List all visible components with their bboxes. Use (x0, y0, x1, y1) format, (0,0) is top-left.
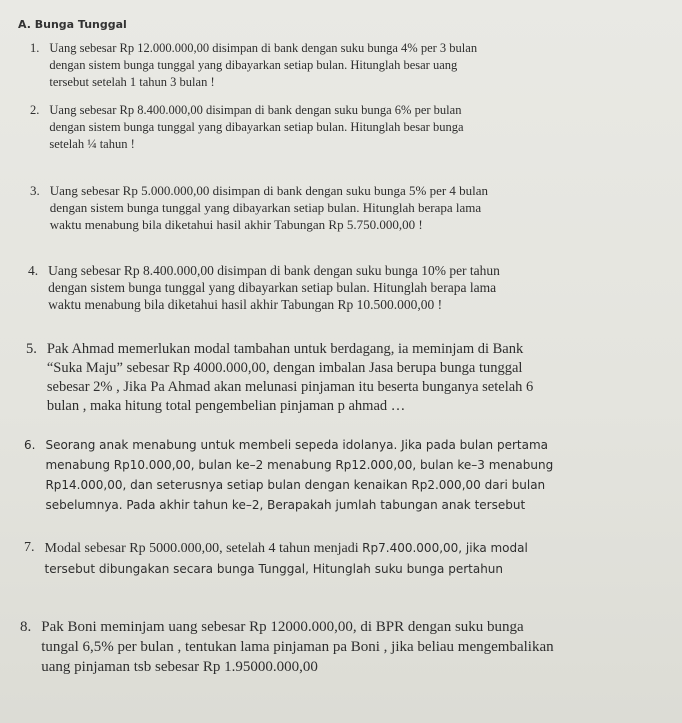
question-line: dengan sistem bunga tunggal yang dibayarkan setiap bulan. Hitunglah berapa lama (49, 200, 482, 215)
question-line: sebesar 2% , Jika Pa Ahmad akan melunasi pinjaman itu beserta bunganya setelah 6 (46, 379, 534, 395)
question-line: Seorang anak menabung untuk membeli sepeda idolanya. Jika pada bulan pertama (45, 438, 549, 452)
question-text (45, 435, 674, 515)
question-line: dengan sistem bunga tunggal yang dibayarkan setiap bulan. Hitunglah berapa lama (48, 280, 497, 295)
question-line: dengan sistem bunga tunggal yang dibayarkan setiap bulan. Hitunglah besar uang (49, 58, 458, 72)
question-number: 6. (24, 438, 36, 452)
question-number: 1. (30, 41, 40, 55)
question-text (49, 40, 670, 91)
question-line: tersebut dibungakan secara bunga Tunggal, Hitunglah suku bunga pertahun (44, 562, 504, 576)
question-line: Pak Boni meminjam uang sebesar Rp 12000.000,00, di BPR dengan suku bunga (41, 619, 524, 635)
question-number: 8. (20, 619, 32, 635)
question-6 (24, 435, 674, 515)
question-7 (24, 538, 674, 579)
question-number: 7. (24, 540, 35, 555)
question-line: tersebut setelah 1 tahun 3 bulan ! (49, 75, 215, 89)
question-line: sebelumnya. Pada akhir tahun ke–2, Berapakah jumlah tabungan anak tersebut (45, 498, 526, 512)
question-line: menabung Rp10.000,00, bulan ke–2 menabung Rp12.000,00, bulan ke–3 menabung (45, 458, 554, 472)
question-3 (30, 182, 670, 233)
question-line (45, 538, 675, 559)
question-5 (26, 340, 676, 416)
question-number: 2. (30, 103, 40, 117)
question-2 (30, 102, 670, 153)
question-line: Uang sebesar Rp 8.400.000,00 disimpan di bank dengan suku bunga 10% per tahun (48, 263, 500, 278)
question-4 (28, 262, 673, 313)
question-text (45, 538, 675, 579)
question-line-serif-part: Modal sebesar Rp 5000.000,00, setelah 4 tahun menjadi (44, 541, 363, 556)
question-text (50, 182, 670, 233)
question-line: tungal 6,5% per bulan , tentukan lama pinjaman pa Boni , jika beliau mengembalikan (41, 639, 554, 655)
question-line-sans-part: Rp7.400.000,00, jika modal (362, 541, 528, 555)
question-number: 4. (28, 263, 39, 278)
question-8 (20, 617, 675, 677)
question-line: Uang sebesar Rp 5.000.000,00 disimpan di bank dengan suku bunga 5% per 4 bulan (49, 183, 489, 198)
question-line: Uang sebesar Rp 8.400.000,00 disimpan di bank dengan suku bunga 6% per bulan (49, 103, 462, 117)
question-line: Pak Ahmad memerlukan modal tambahan untuk berdagang, ia meminjam di Bank (46, 341, 524, 357)
question-line: bulan , maka hitung total pengembelian pinjaman p ahmad … (46, 398, 406, 414)
question-text (41, 617, 675, 677)
section-title: A. Bunga Tunggal (18, 18, 127, 31)
question-line: uang pinjaman tsb sebesar Rp 1.95000.000,00 (41, 659, 318, 675)
question-line: waktu menabung bila diketahui hasil akhir Tabungan Rp 5.750.000,00 ! (49, 217, 423, 232)
question-text (47, 340, 676, 416)
question-line: setelah ¼ tahun ! (49, 137, 135, 151)
question-text (49, 102, 670, 153)
question-number: 5. (26, 341, 37, 357)
question-line: Rp14.000,00, dan seterusnya setiap bulan dengan kenaikan Rp2.000,00 dari bulan (45, 478, 546, 492)
question-line: Uang sebesar Rp 12.000.000,00 disimpan di bank dengan suku bunga 4% per 3 bulan (49, 41, 478, 55)
question-line: dengan sistem bunga tunggal yang dibayarkan setiap bulan. Hitunglah besar bunga (49, 120, 464, 134)
question-line: waktu menabung bila diketahui hasil akhir Tabungan Rp 10.500.000,00 ! (48, 297, 443, 312)
question-1 (30, 40, 670, 91)
question-text (48, 262, 673, 313)
question-number: 3. (30, 183, 40, 198)
question-line: “Suka Maju” sebesar Rp 4000.000,00, dengan imbalan Jasa berupa bunga tunggal (46, 360, 523, 376)
